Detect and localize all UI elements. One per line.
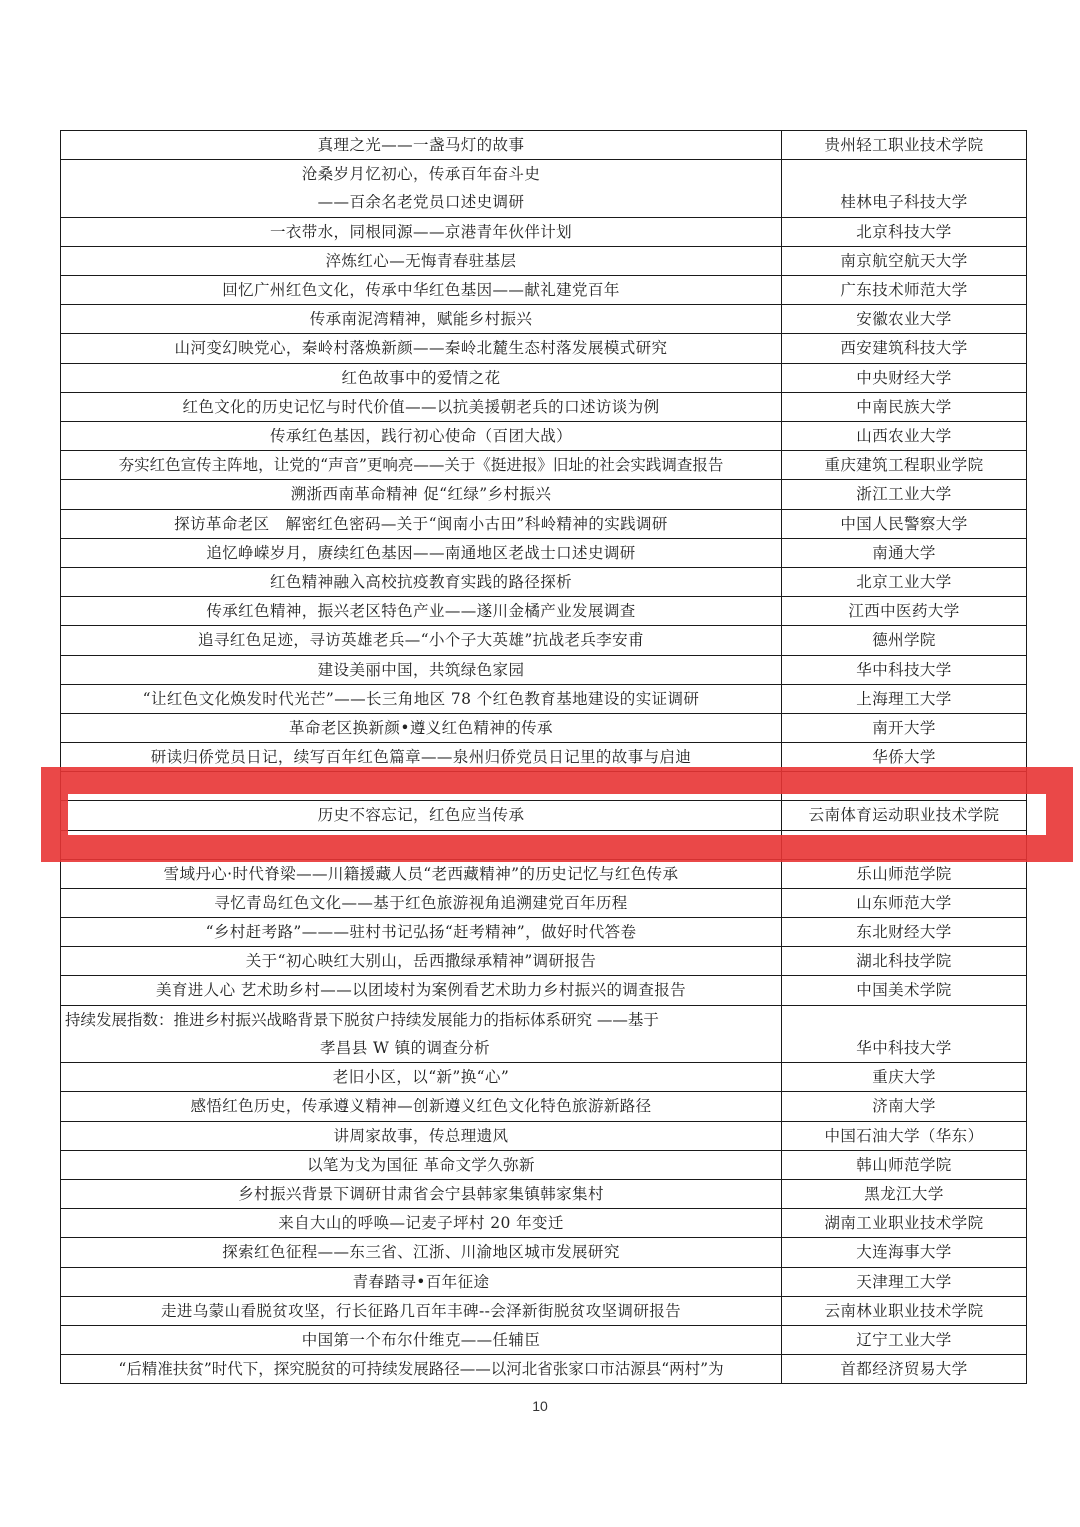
school-cell: 重庆大学 [782, 1063, 1027, 1092]
school-cell: 湖北科技学院 [782, 947, 1027, 976]
project-title-cell [61, 160, 782, 217]
project-title-cell: 探索红色征程——东三省、江浙、川渝地区城市发展研究 [61, 1238, 782, 1267]
project-title-line: 持续发展指数：推进乡村振兴战略背景下脱贫户持续发展能力的指标体系研究 ——基于 [65, 1010, 659, 1029]
school-cell: 广东技术师范大学 [782, 276, 1027, 305]
project-title-cell: 传承南泥湾精神，赋能乡村振兴 [61, 305, 782, 334]
table-row [61, 918, 1027, 947]
project-title-cell: 来自大山的呼唤—记麦子坪村 20 年变迁 [61, 1209, 782, 1238]
table-row [61, 1296, 1027, 1325]
project-title-cell: 走进乌蒙山看脱贫攻坚，行长征路几百年丰碑--会泽新街脱贫攻坚调研报告 [61, 1296, 782, 1325]
table-row [61, 217, 1027, 246]
table-row [61, 976, 1027, 1005]
school-cell: 桂林电子科技大学 [782, 160, 1027, 217]
school-cell: 湖南工业职业技术学院 [782, 1209, 1027, 1238]
school-cell: 德州学院 [782, 626, 1027, 655]
table-row [61, 451, 1027, 480]
project-title-cell: 淬炼红心—无悔青春驻基层 [61, 246, 782, 275]
project-title-cell: 关于“初心映红大别山，岳西撒绿承精神”调研报告 [61, 947, 782, 976]
project-title-cell: 真理之光——一盏马灯的故事 [61, 131, 782, 160]
school-cell: 重庆建筑工程职业学院 [782, 451, 1027, 480]
school-cell: 中南民族大学 [782, 392, 1027, 421]
project-title-cell: 寻忆青岛红色文化——基于红色旅游视角追溯建党百年历程 [61, 888, 782, 917]
school-cell: 韩山师范学院 [782, 1150, 1027, 1179]
table-row [61, 538, 1027, 567]
table-row [61, 684, 1027, 713]
table-row [61, 160, 1027, 217]
school-cell: 山东师范大学 [782, 888, 1027, 917]
project-title-cell: 研读归侨党员日记，续写百年红色篇章——泉州归侨党员日记里的故事与启迪 [61, 743, 782, 772]
table-row-empty [61, 772, 1027, 801]
school-cell: 东北财经大学 [782, 918, 1027, 947]
table-row [61, 1325, 1027, 1354]
school-cell: 南京航空航天大学 [782, 246, 1027, 275]
project-title-cell: 传承红色基因，践行初心使命（百团大战） [61, 422, 782, 451]
school-cell: 济南大学 [782, 1092, 1027, 1121]
table-row [61, 859, 1027, 888]
school-cell: 浙江工业大学 [782, 480, 1027, 509]
school-cell: 贵州轻工职业技术学院 [782, 131, 1027, 160]
project-title-cell: 探访革命老区 解密红色密码—关于“闽南小古田”科岭精神的实践调研 [61, 509, 782, 538]
table-row [61, 422, 1027, 451]
school-cell: 西安建筑科技大学 [782, 334, 1027, 363]
school-cell: 黑龙江大学 [782, 1179, 1027, 1208]
project-title-cell: 溯浙西南革命精神 促“红绿”乡村振兴 [61, 480, 782, 509]
table-row [61, 888, 1027, 917]
project-title-cell: 中国第一个布尔什维克——任辅臣 [61, 1325, 782, 1354]
table-row [61, 568, 1027, 597]
empty-cell [61, 830, 782, 859]
school-cell: 南通大学 [782, 538, 1027, 567]
table-row [61, 509, 1027, 538]
project-subtitle-line: ——百余名老党员口述史调研 [317, 193, 525, 212]
project-title-cell: 革命老区换新颜•遵义红色精神的传承 [61, 714, 782, 743]
school-cell: 江西中医药大学 [782, 597, 1027, 626]
project-title-cell: “让红色文化焕发时代光芒”——长三角地区 78 个红色教育基地建设的实证调研 [61, 684, 782, 713]
table-row [61, 1355, 1027, 1384]
school-cell: 中央财经大学 [782, 363, 1027, 392]
school-cell: 天津理工大学 [782, 1267, 1027, 1296]
school-cell: 安徽农业大学 [782, 305, 1027, 334]
school-cell: 大连海事大学 [782, 1238, 1027, 1267]
project-title-cell: 青春踏寻•百年征途 [61, 1267, 782, 1296]
table-row [61, 1179, 1027, 1208]
project-title-cell: 感悟红色历史，传承遵义精神—创新遵义红色文化特色旅游新路径 [61, 1092, 782, 1121]
table-body [61, 131, 1027, 1384]
table-row [61, 305, 1027, 334]
table-row [61, 714, 1027, 743]
project-title-cell: 乡村振兴背景下调研甘肃省会宁县韩家集镇韩家集村 [61, 1179, 782, 1208]
project-title-cell: 雪域丹心·时代脊梁——川籍援藏人员“老西藏精神”的历史记忆与红色传承 [61, 859, 782, 888]
table-row [61, 626, 1027, 655]
table-row [61, 131, 1027, 160]
table-row [61, 1005, 1027, 1062]
school-cell: 北京科技大学 [782, 217, 1027, 246]
table-row [61, 947, 1027, 976]
empty-cell [782, 830, 1027, 859]
project-title-cell: 红色故事中的爱情之花 [61, 363, 782, 392]
table-row [61, 334, 1027, 363]
project-title-cell: 追忆峥嵘岁月，赓续红色基因——南通地区老战士口述史调研 [61, 538, 782, 567]
table-row [61, 597, 1027, 626]
table-row [61, 1267, 1027, 1296]
table-row [61, 743, 1027, 772]
page-number: 10 [532, 1398, 548, 1414]
project-subtitle-line: 孝昌县 W 镇的调查分析 [320, 1038, 491, 1057]
table-row [61, 1121, 1027, 1150]
table-row [61, 1150, 1027, 1179]
project-title-cell: 历史不容忘记，红色应当传承 [61, 801, 782, 830]
school-cell: 南开大学 [782, 714, 1027, 743]
school-cell: 上海理工大学 [782, 684, 1027, 713]
table-row [61, 1209, 1027, 1238]
school-cell: 首都经济贸易大学 [782, 1355, 1027, 1384]
table-row [61, 1092, 1027, 1121]
school-cell: 北京工业大学 [782, 568, 1027, 597]
table-row [61, 246, 1027, 275]
table-row [61, 276, 1027, 305]
project-title-line: 沧桑岁月忆初心，传承百年奋斗史 [301, 165, 541, 184]
school-cell: 中国石油大学（华东） [782, 1121, 1027, 1150]
project-list-table [60, 130, 1027, 1384]
project-title-cell: 夯实红色宣传主阵地，让党的“声音”更响亮——关于《挺进报》旧址的社会实践调查报告 [61, 451, 782, 480]
project-title-cell: 山河变幻映党心，秦岭村落焕新颜——秦岭北麓生态村落发展模式研究 [61, 334, 782, 363]
project-title-cell: 传承红色精神，振兴老区特色产业——遂川金橘产业发展调查 [61, 597, 782, 626]
school-cell: 乐山师范学院 [782, 859, 1027, 888]
project-title-cell: 追寻红色足迹，寻访英雄老兵—“小个子大英雄”抗战老兵李安甫 [61, 626, 782, 655]
project-title-cell [61, 1005, 782, 1062]
project-title-cell: “后精准扶贫”时代下，探究脱贫的可持续发展路径——以河北省张家口市沽源县“两村”为 [61, 1355, 782, 1384]
table-row-empty [61, 830, 1027, 859]
project-title-cell: 讲周家故事，传总理遗风 [61, 1121, 782, 1150]
table-row-highlighted [61, 801, 1027, 830]
school-cell: 华侨大学 [782, 743, 1027, 772]
empty-cell [61, 772, 782, 801]
table-row [61, 1238, 1027, 1267]
project-title-cell: 红色精神融入高校抗疫教育实践的路径探析 [61, 568, 782, 597]
project-title-cell: 美育进人心 艺术助乡村——以团堎村为案例看艺术助力乡村振兴的调查报告 [61, 976, 782, 1005]
school-cell: 华中科技大学 [782, 1005, 1027, 1062]
project-title-cell: 以笔为戈为国征 革命文学久弥新 [61, 1150, 782, 1179]
school-cell: 山西农业大学 [782, 422, 1027, 451]
school-cell: 华中科技大学 [782, 655, 1027, 684]
project-title-cell: 建设美丽中国，共筑绿色家园 [61, 655, 782, 684]
school-cell: 云南林业职业技术学院 [782, 1296, 1027, 1325]
school-cell: 中国人民警察大学 [782, 509, 1027, 538]
project-title-cell: 红色文化的历史记忆与时代价值——以抗美援朝老兵的口述访谈为例 [61, 392, 782, 421]
table-row [61, 655, 1027, 684]
empty-cell [782, 772, 1027, 801]
school-cell: 云南体育运动职业技术学院 [782, 801, 1027, 830]
project-title-cell: 回忆广州红色文化，传承中华红色基因——献礼建党百年 [61, 276, 782, 305]
school-cell: 中国美术学院 [782, 976, 1027, 1005]
project-title-cell: 老旧小区，以“新”换“心” [61, 1063, 782, 1092]
table-row [61, 392, 1027, 421]
project-title-cell: “乡村赶考路”———驻村书记弘扬“赶考精神”，做好时代答卷 [61, 918, 782, 947]
table-row [61, 363, 1027, 392]
project-title-cell: 一衣带水，同根同源——京港青年伙伴计划 [61, 217, 782, 246]
school-cell: 辽宁工业大学 [782, 1325, 1027, 1354]
table-row [61, 480, 1027, 509]
table-row [61, 1063, 1027, 1092]
